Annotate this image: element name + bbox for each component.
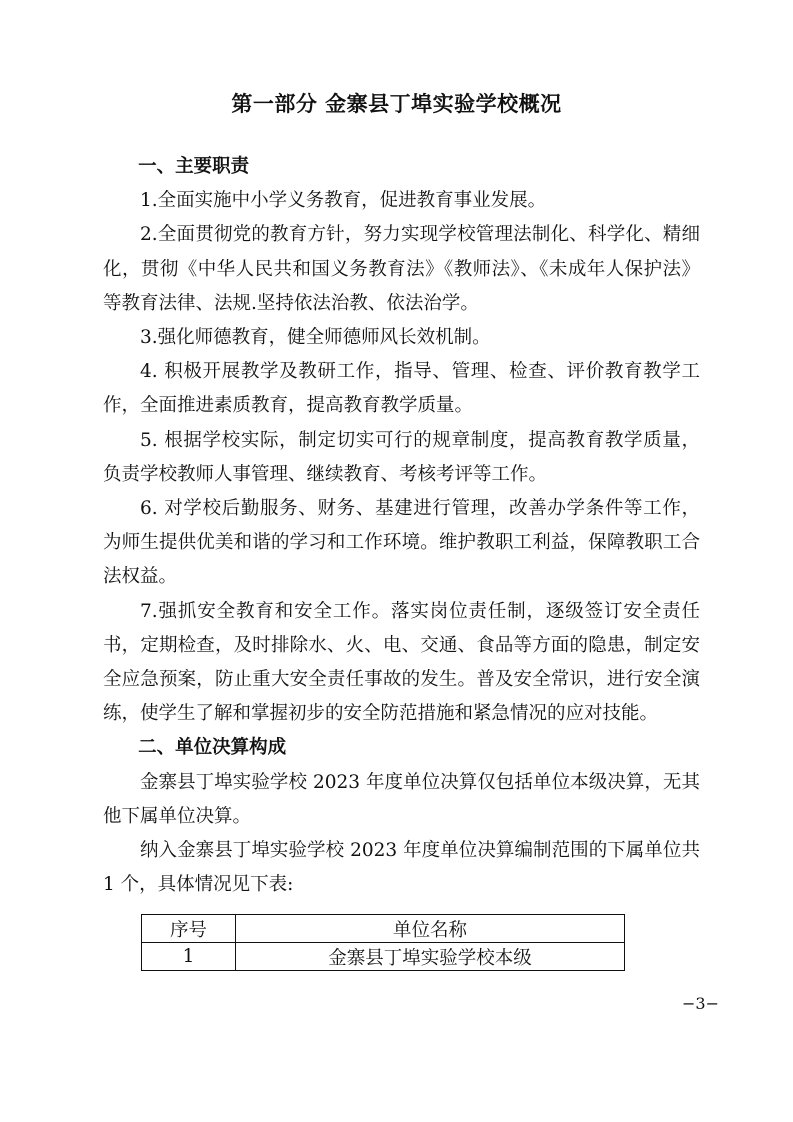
unit-table bbox=[141, 914, 625, 971]
section-heading-duties: 一、主要职责 bbox=[138, 156, 250, 177]
table-cell-unit-name: 金寨县丁埠实验学校本级 bbox=[236, 943, 625, 971]
table-row bbox=[142, 943, 625, 971]
duty-paragraph-6: 6. 对学校后勤服务、财务、基建进行管理，改善办学条件等工作，为师生提供优美和谐的学习和工作环境。维护教职工利益，保障教职工合法权益。 bbox=[103, 498, 700, 588]
composition-paragraph-1: 金寨县丁埠实验学校 2023 年度单位决算仅包括单位本级决算，无其他下属单位决算。 bbox=[103, 771, 700, 827]
table-header-unit-name: 单位名称 bbox=[236, 915, 625, 943]
composition-paragraph-2: 纳入金寨县丁埠实验学校 2023 年度单位决算编制范围的下属单位共 1 个，具体情况见下表: bbox=[103, 840, 700, 896]
page-number: −3− bbox=[682, 994, 719, 1013]
table-cell-index: 1 bbox=[142, 943, 236, 971]
document-body bbox=[103, 150, 700, 902]
section-heading-composition: 二、单位决算构成 bbox=[138, 737, 287, 759]
duty-paragraph-5: 5. 根据学校实际，制定切实可行的规章制度，提高教育教学质量，负责学校教师人事管理、继续教育、考核考评等工作。 bbox=[103, 429, 700, 485]
duty-paragraph-7: 7.强抓安全教育和安全工作。落实岗位责任制，逐级签订安全责任书，定期检查，及时排除水、火、电、交通、食品等方面的隐患，制定安全应急预案，防止重大安全责任事故的发生。普及安全常识，进行安全演练，使学生了解和掌握初步的安全防范措施和紧急情况的应对技能。 bbox=[103, 600, 700, 725]
duty-paragraph-3: 3.强化师德教育，健全师德师风长效机制。 bbox=[140, 327, 491, 349]
table-header-row bbox=[142, 915, 625, 943]
page-title: 第一部分 金寨县丁埠实验学校概况 bbox=[231, 92, 562, 116]
table-header-index: 序号 bbox=[142, 915, 236, 943]
duty-paragraph-4: 4. 积极开展教学及教研工作，指导、管理、检查、评价教育教学工作，全面推进素质教育，提高教育教学质量。 bbox=[103, 361, 700, 417]
duty-paragraph-2: 2.全面贯彻党的教育方针，努力实现学校管理法制化、科学化、精细化，贯彻《中华人民共和国义务教育法》《教师法》、《未成年人保护法》等教育法律、法规.坚持依法治教、依法治学。 bbox=[103, 224, 700, 314]
duty-paragraph-1: 1.全面实施中小学义务教育，促进教育事业发展。 bbox=[140, 190, 547, 212]
